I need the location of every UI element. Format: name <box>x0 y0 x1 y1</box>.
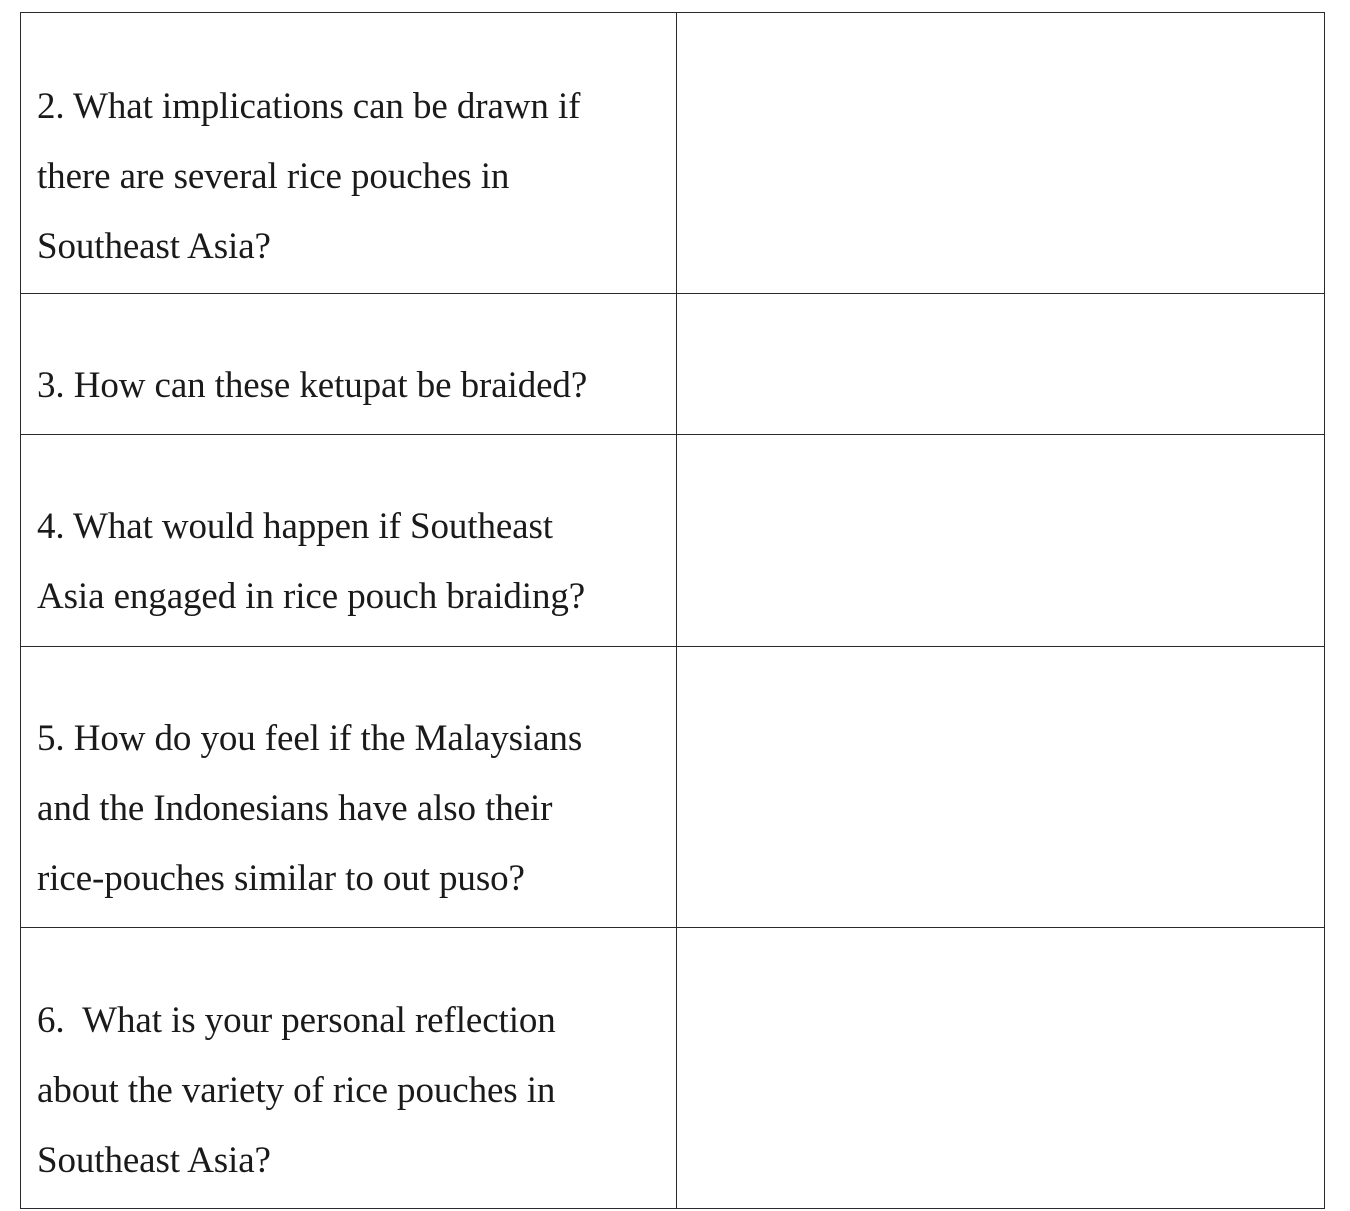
answer-cell[interactable] <box>677 647 1325 928</box>
question-cell <box>21 13 677 294</box>
table-row-question-5 <box>21 647 1325 928</box>
question-text: 6. What is your personal reflection about the variety of rice pouches in Southeast Asia? <box>37 1000 556 1181</box>
answer-cell[interactable] <box>677 928 1325 1209</box>
question-text: 3. How can these ketupat be braided? <box>37 365 588 406</box>
question-answer-table <box>20 12 1325 1209</box>
question-cell <box>21 647 677 928</box>
question-cell <box>21 435 677 647</box>
question-cell <box>21 294 677 435</box>
answer-cell[interactable] <box>677 294 1325 435</box>
table-row-question-2 <box>21 13 1325 294</box>
table-row-question-3 <box>21 294 1325 435</box>
question-text: 5. How do you feel if the Malaysians and the Indonesians have also their rice-pouches similar to out puso? <box>37 718 583 899</box>
question-text: 4. What would happen if Southeast Asia engaged in rice pouch braiding? <box>37 506 586 617</box>
table-row-question-4 <box>21 435 1325 647</box>
answer-cell[interactable] <box>677 435 1325 647</box>
question-cell <box>21 928 677 1209</box>
table-row-question-6 <box>21 928 1325 1209</box>
question-text: 2. What implications can be drawn if there are several rice pouches in Southeast Asia? <box>37 86 581 267</box>
answer-cell[interactable] <box>677 13 1325 294</box>
